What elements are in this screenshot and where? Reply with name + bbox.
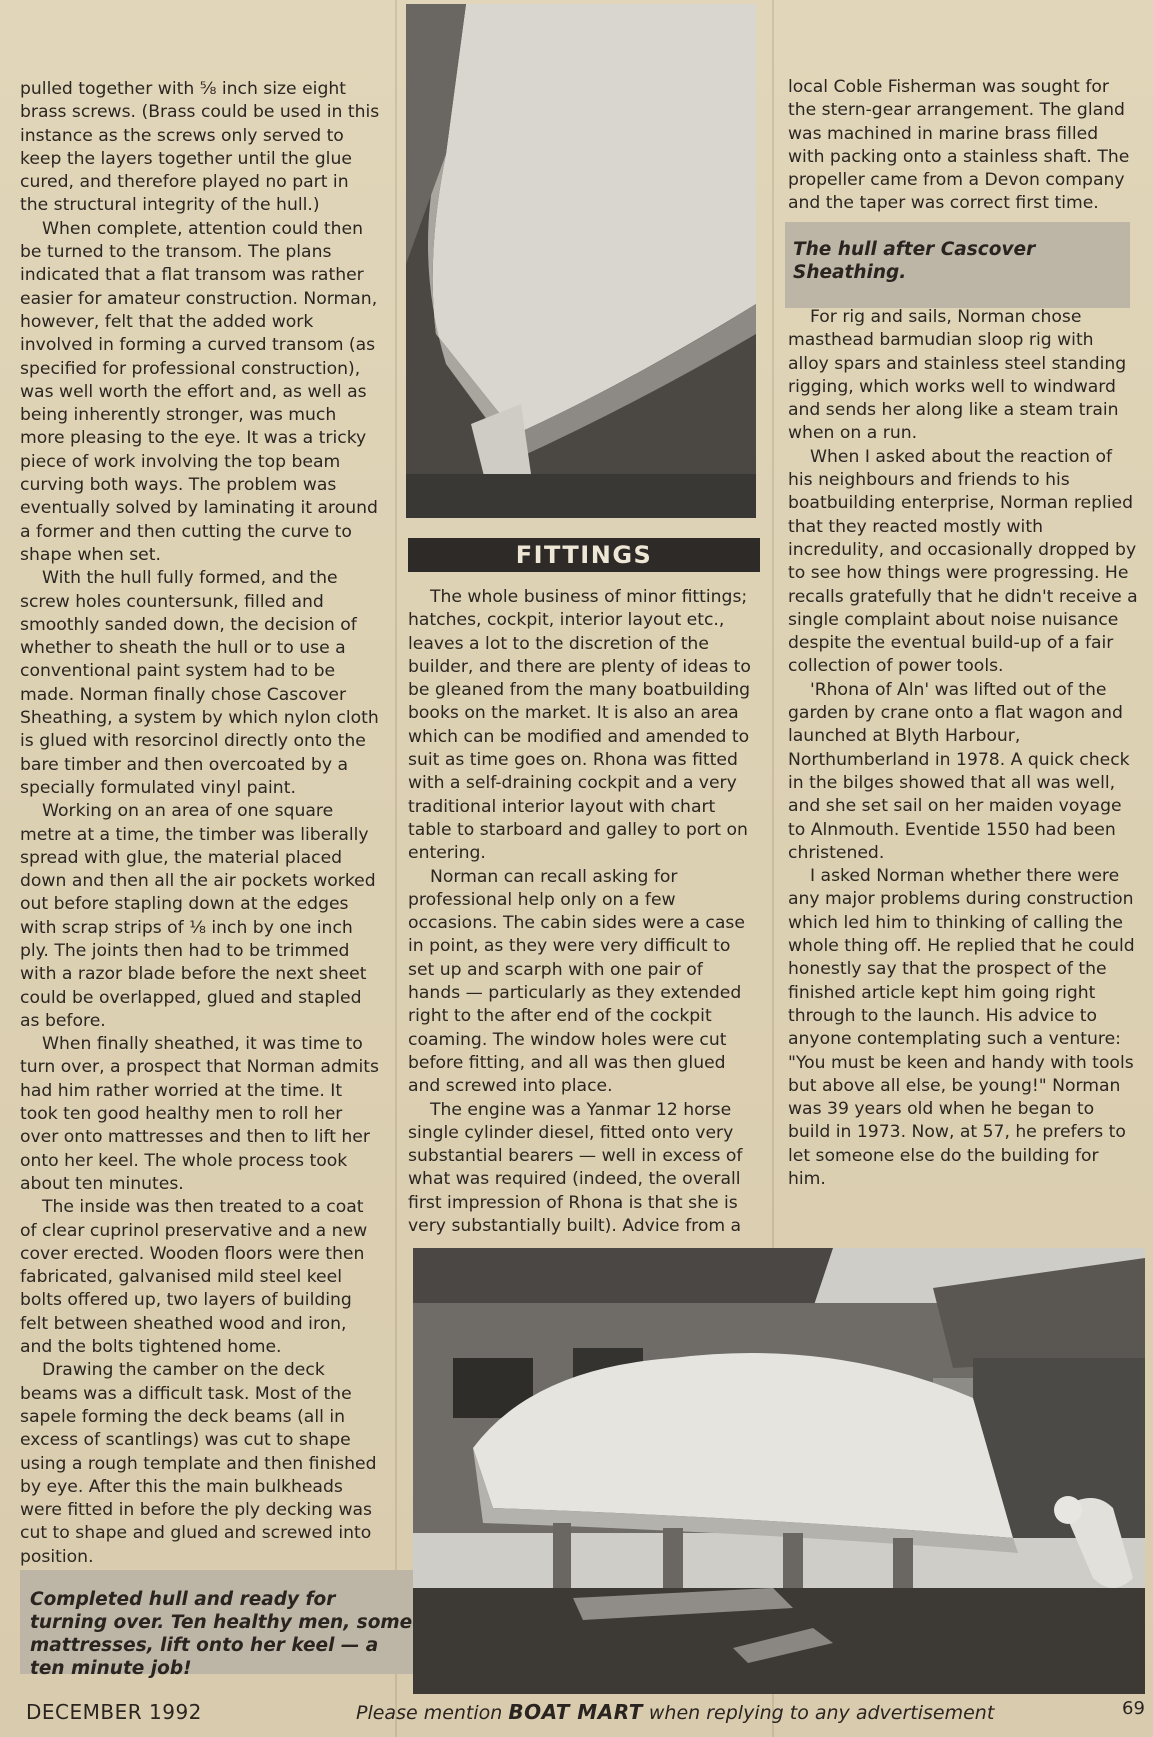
- paragraph: With the hull fully formed, and the screw holes countersunk, filled and smoothly sanded down, the decision of whether to sheath the hull or to use a conventional paint system had to be made. Norman finally chose Cascover Sheathing, a system by which nylon cloth is glued with resorcinol directly onto the bare timber and then overcoated by a specially formulated vinyl paint.: [20, 568, 379, 798]
- footer-notice-text: Please mention: [356, 1702, 503, 1724]
- page-number: 69: [1122, 1698, 1145, 1719]
- hull-in-garden-photo: [413, 1248, 1145, 1694]
- photo-caption: The hull after Cascover Sheathing.: [785, 222, 1130, 308]
- page-fold-crease: [395, 0, 397, 1737]
- paragraph: Norman can recall asking for professional help only on a few occasions. The cabin sides were a case in point, as they were very difficult to set up and scarph with one pair of hands — particularly as they extended right to the after end of the cockpit coaming. The window holes were cut before fitting, and all was then glued and screwed into place.: [408, 866, 745, 1097]
- section-heading: FITTINGS: [408, 538, 760, 572]
- footer-notice-text: when replying to any advertisement: [648, 1702, 995, 1724]
- paragraph: When finally sheathed, it was time to turn over, a prospect that Norman admits had him rather worried at the time. It took ten good healthy men to roll her over onto mattresses and then to lift her onto her keel. The whole process took about ten minutes.: [20, 1034, 379, 1194]
- magazine-brand: BOAT MART: [508, 1700, 643, 1724]
- paragraph: When complete, attention could then be turned to the transom. The plans indicated that a flat transom was rather easier for amateur construction. Norman, however, felt that the added work involved in forming a curved transom (as specified for professional construction), was well worth the effort and, as well as being inherently stronger, was much more pleasing to the eye. It was a tricky piece of work involving the top beam curving both ways. The problem was eventually solved by laminating it around a former and then cutting the curve to shape when set.: [20, 218, 378, 565]
- hull-in-garden-illustration: [413, 1248, 1145, 1694]
- article-column-3-continued: [788, 306, 1138, 1191]
- paragraph: Working on an area of one square metre at a time, the timber was liberally spread with glue, the material placed down and then all the air pockets worked out before stapling down at the edges with scrap strips of ⅛ inch by one inch ply. The joints then had to be trimmed with a razor blade before the next sheet could be overlapped, glued and stapled as before.: [20, 801, 376, 1031]
- paragraph: The whole business of minor fittings; hatches, cockpit, interior layout etc., leaves a lot to the discretion of the builder, and there are plenty of ideas to be gleaned from the many boatbuilding books on the market. It is also an area which can be modified and amended to suit as time goes on. Rhona was fitted with a self-draining cockpit and a very traditional interior layout with chart table to starboard and galley to port on entering.: [408, 587, 751, 864]
- hull-sheathed-illustration: [406, 4, 756, 518]
- paragraph: 'Rhona of Aln' was lifted out of the garden by crane onto a flat wagon and launched at Blyth Harbour, Northumberland in 1978. A quick check in the bilges showed that all was well, and she set sail on her maiden voyage to Alnmouth. Eventide 1550 had been christened.: [788, 679, 1130, 863]
- paragraph: For rig and sails, Norman chose masthead barmudian sloop rig with alloy spars and stainless steel standing rigging, which works well to windward and sends her along like a steam train when on a run.: [788, 307, 1127, 444]
- paragraph: local Coble Fisherman was sought for the stern-gear arrangement. The gland was machined in marine brass filled with packing onto a stainless shaft. The propeller came from a Devon company and the taper was correct first time.: [788, 77, 1130, 214]
- paragraph: When I asked about the reaction of his neighbours and friends to his boatbuilding enterprise, Norman replied that they reacted mostly with incredulity, and occasionally dropped by to see how things were progressing. He recalls gratefully that he didn't receive a single complaint about noise nuisance despite the eventual build-up of a fair collection of power tools.: [788, 446, 1138, 677]
- article-column-1: [20, 78, 380, 1569]
- paragraph: The inside was then treated to a coat of clear cuprinol preservative and a new cover erected. Wooden floors were then fabricated, galvanised mild steel keel bolts offered up, two layers of building felt between sheathed wood and iron, and the bolts tightened home.: [20, 1197, 368, 1358]
- footer-notice: [356, 1700, 994, 1724]
- photo-caption: Completed hull and ready for turning over. Ten healthy men, some mattresses, lift onto her keel — a ten minute job!: [20, 1570, 413, 1674]
- paragraph: The engine was a Yanmar 12 horse single cylinder diesel, fitted onto very substantial bearers — well in excess of what was required (indeed, the overall first impression of Rhona is that she is very substantially built). Advice from a: [408, 1099, 743, 1237]
- article-column-2: [408, 586, 760, 1238]
- article-column-3: [788, 76, 1138, 216]
- paragraph: pulled together with ⅝ inch size eight brass screws. (Brass could be used in this instance as the screws only served to keep the layers together until the glue cured, and therefore played no part in the structural integrity of the hull.): [20, 79, 380, 216]
- hull-sheathed-photo: [406, 4, 756, 518]
- paragraph: I asked Norman whether there were any major problems during construction which led him to thinking of calling the whole thing off. He replied that he could honestly say that the prospect of the finished article kept him going right through to the launch. His advice to anyone contemplating such a venture: "You must be keen and handy with tools but above all else, be young!" Norman was 39 years old when he began to build in 1973. Now, at 57, he prefers to let someone else do the building for him.: [788, 866, 1135, 1189]
- paragraph: Drawing the camber on the deck beams was a difficult task. Most of the sapele forming the deck beams (all in excess of scantlings) was cut to shape using a rough template and then finished by eye. After this the main bulkheads were fitted in before the ply decking was cut to shape and glued and screwed into position.: [20, 1360, 377, 1567]
- issue-date: DECEMBER 1992: [26, 1700, 202, 1724]
